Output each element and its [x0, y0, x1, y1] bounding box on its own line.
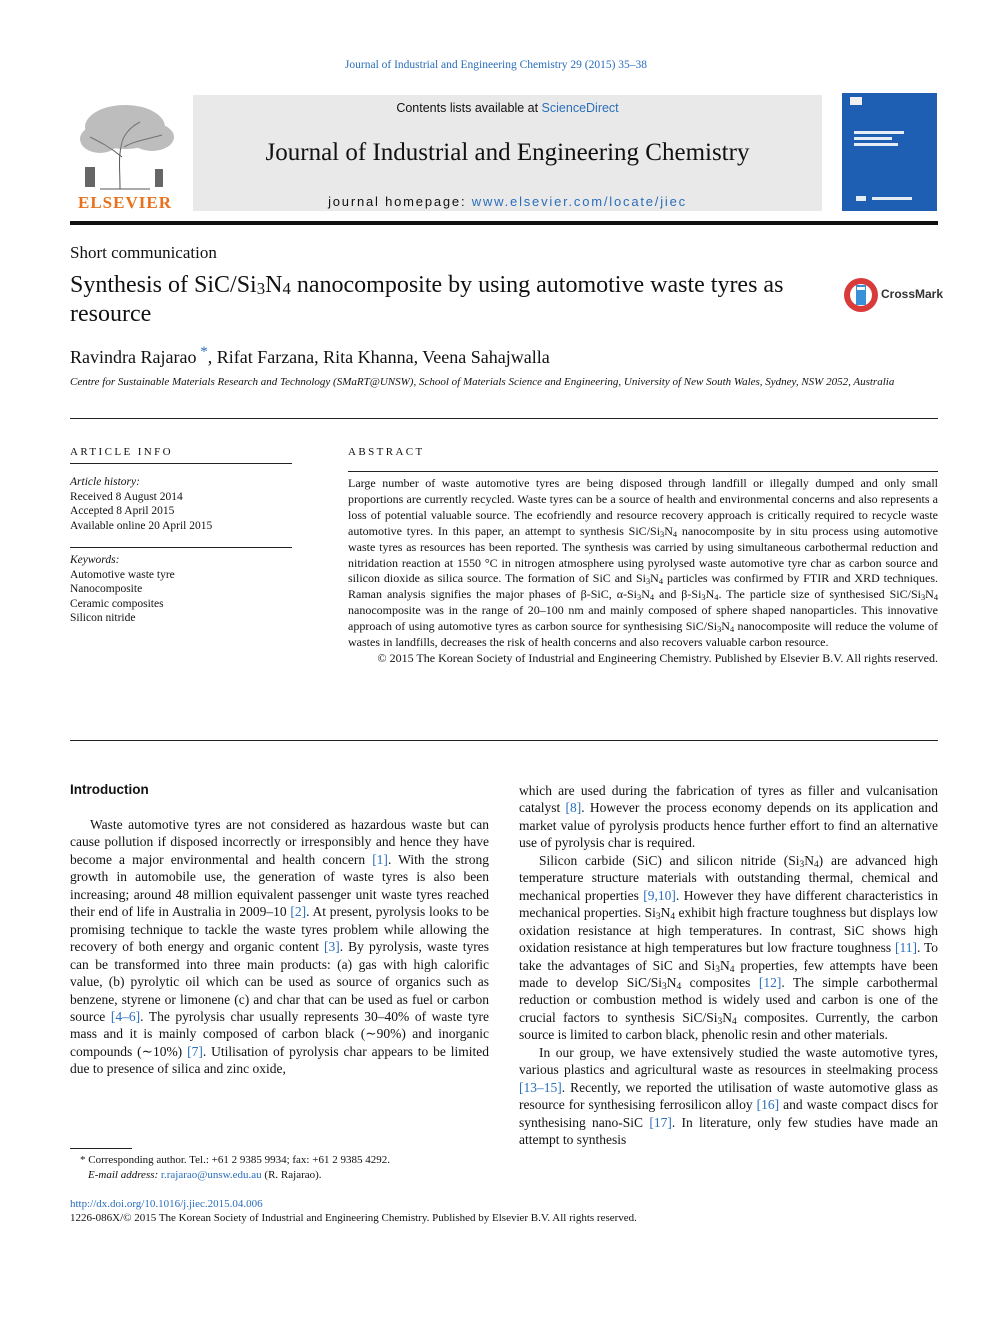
- abstract-heading: ABSTRACT: [348, 446, 425, 458]
- citation-link[interactable]: [12]: [758, 974, 782, 990]
- abstract-rule: [348, 471, 938, 472]
- homepage-link[interactable]: www.elsevier.com/locate/jiec: [471, 194, 687, 209]
- body-left-column: [70, 816, 489, 1078]
- divider: [70, 740, 938, 741]
- article-info-rule: [70, 463, 292, 464]
- crossmark-badge[interactable]: [843, 275, 944, 315]
- email-footnote: [70, 1168, 489, 1183]
- footnotes: [70, 1153, 489, 1183]
- title-sub-3: 3: [256, 279, 266, 298]
- keyword: Nanocomposite: [70, 583, 143, 595]
- history-label: Article history:: [70, 476, 140, 488]
- email-suffix: (R. Rajarao).: [261, 1169, 322, 1181]
- email-link[interactable]: r.rajarao@unsw.edu.au: [160, 1169, 262, 1181]
- citation-link[interactable]: [4–6]: [110, 1008, 141, 1024]
- keyword: Ceramic composites: [70, 597, 164, 610]
- keyword: Silicon nitride: [70, 612, 136, 624]
- header-rule: [70, 221, 938, 225]
- citation-link[interactable]: [8]: [565, 800, 582, 816]
- footnote-rule: [70, 1148, 132, 1149]
- authors: [70, 344, 550, 368]
- title-sub-4: 4: [282, 279, 291, 298]
- body-right-column: [519, 782, 938, 1149]
- citation-link[interactable]: [16]: [756, 1097, 780, 1113]
- email-label: E-mail address:: [88, 1169, 159, 1181]
- sciencedirect-link[interactable]: ScienceDirect: [541, 101, 619, 115]
- keyword: Automotive waste tyre: [70, 568, 175, 581]
- history-online: Available online 20 April 2015: [70, 519, 213, 532]
- history-accepted: Accepted 8 April 2015: [70, 505, 175, 517]
- contents-line: [193, 101, 822, 115]
- article-title: [70, 271, 830, 329]
- homepage-label: journal homepage:: [328, 194, 472, 209]
- paragraph: Silicon carbide (SiC) and silicon nitride $(Si_3N_4)$ are advanced high temperature structure materials with outstanding thermal, chemical and mechanical properties [9,10]. However they have different characteristics in mechanical properties. $Si_3N_4$ exhibit high fracture toughness but displays low oxidation resistance at high temperatures. In contrast, SiC shows high oxidation resistance at high temperatures but low fracture toughness [11]. To take the advantages of SiC and $Si_3N_4$ properties, few attempts have been made to develop SiC/$Si_3N_4$ composites [12]. The simple carbothermal reduction or combustion method is widely used and carbon is one of the crucial factors to synthesis SiC/$Si_3N_4$ composites. Currently, the carbon source is limited to carbon black, phenolic resin and other materials.: [519, 852, 939, 1043]
- issn-copyright: 1226-086X/© 2015 The Korean Society of Industrial and Engineering Chemistry. Published by Elsevier B.V. All rights reserved.: [70, 1212, 637, 1224]
- citation-link[interactable]: [1]: [372, 851, 388, 867]
- citation-link[interactable]: [11]: [894, 940, 917, 956]
- affiliation: Centre for Sustainable Materials Research and Technology (SMaRT@UNSW), School of Materials Science and Engineering, University of New South Wales, Sydney, NSW 2052, Australia: [70, 376, 895, 388]
- crossmark-label: CrossMark: [881, 287, 944, 301]
- corresponding-author-mark[interactable]: *: [196, 344, 208, 360]
- article-info-heading: ARTICLE INFO: [70, 446, 173, 458]
- article-history: [70, 475, 292, 533]
- title-part-3: nanocomposite by using automotive waste tyres as resource: [70, 272, 784, 327]
- citation-link[interactable]: [7]: [187, 1043, 203, 1059]
- citation-link[interactable]: [9,10]: [643, 887, 676, 903]
- citation-link[interactable]: [3]: [323, 939, 340, 955]
- abstract-text: Large number of waste automotive tyres are being disposed through landfill or illegally dumped and only small proportions are currently recycled. Waste tyres can be a source of health and environmental concerns and also represents a loss of potential valuable source. The ecofriendly and resource recovery approach is critically required to recycle waste automotive tyres. In this paper, an attempt to synthesis SiC/$Si_3N_4$ nanocomposite by in situ process using automotive waste tyres as resources has been reported. The synthesis was carried by using simultaneous carbothermal reduction and nitridation reaction at 1550 °C in nitrogen atmosphere using pyrolysed waste automotive tyre char as carbon source and silicon dioxide as silica source. The formation of SiC and $Si_3N_4$ particles was confirmed by FTIR and XRD techniques. Raman analysis signifies the major phases of β-SiC, $\alpha-Si_3N_4$ and $\beta-Si_3N_4$. The particle size of synthesised SiC/$Si_3N_4$ nanocomposite was in the range of 20–100 nm and mainly composed of sphere shaped nanoparticles. This innovative approach of using automotive tyres as carbon source for synthesising SiC/$Si_3N_4$ nanocomposite will reduce the volume of wastes in landfills, decreases the risk of health concerns and also recovers valuable carbon resource. © 2015 The Korean Society of Industrial and Engineering Chemistry. Published by Elsevier B.V. All rights reserved.: [348, 476, 939, 665]
- keywords-label: Keywords:: [70, 554, 120, 566]
- paragraph: which are used during the fabrication of tyres as filler and vulcanisation catalyst [8]. However the process economy depends on its application and market value of pyrolysis products hence further effort to find an alternative use of pyrolysis char is required.: [519, 783, 939, 851]
- doi-link[interactable]: http://dx.doi.org/10.1016/j.jiec.2015.04.006: [70, 1198, 263, 1210]
- authors-rest: , Rifat Farzana, Rita Khanna, Veena Sahajwalla: [207, 347, 550, 367]
- abstract-copyright: © 2015 The Korean Society of Industrial and Engineering Chemistry. Published by Elsevier B.V. All rights reserved.: [377, 650, 938, 665]
- title-part-1: Synthesis of SiC/Si: [70, 272, 257, 298]
- journal-title: Journal of Industrial and Engineering Chemistry: [265, 139, 750, 166]
- paragraph: Waste automotive tyres are not considered as hazardous waste but can cause pollution if disposed incorrectly or irresponsibly and hence they have become a major environmental and health concern [1]. With the strong growth in automobile use, the generation of waste tyres is also been increasing; around 48 million equivalent passenger unit waste tyres reached their end of life in Australia in 2009–10 [2]. At present, pyrolysis looks to be promising technique to tackle the waste tyres problem while allowing the recovery of both energy and organic content [3]. By pyrolysis, waste tyres can be transformed into three main products: (a) gas with high calorific value, (b) pyrolytic oil which can be used as source of organics such as benzene, styrene or limonene (c) and char that can be used as fuel or carbon source [4–6]. The pyrolysis char usually represents 30–40% of waste tyre mass and it is mainly composed of carbon black (∼90%) and inorganic compounds (∼10%) [7]. Utilisation of pyrolysis char appears to be limited due to presence of silica and zinc oxide,: [70, 817, 490, 1077]
- paragraph: In our group, we have extensively studied the waste automotive tyres, various plastics and agricultural waste as resources in steelmaking process [13–15]. Recently, we reported the utilisation of waste automotive glass as resource for synthesising ferrosilicon alloy [16] and waste compact discs for synthesising nano-SiC [17]. In literature, only few studies have made an attempt to synthesis: [519, 1044, 939, 1148]
- citation-link[interactable]: [2]: [290, 904, 307, 920]
- introduction-heading: Introduction: [70, 782, 149, 797]
- divider: [70, 418, 938, 419]
- citation-link[interactable]: [13–15]: [519, 1079, 562, 1095]
- corresponding-text: Corresponding author. Tel.: +61 2 9385 9934; fax: +61 2 9385 4292.: [88, 1154, 390, 1166]
- journal-homepage: [193, 194, 822, 209]
- article-type: Short communication: [70, 243, 217, 262]
- elsevier-logo-text: ELSEVIER: [78, 193, 172, 212]
- journal-reference[interactable]: Journal of Industrial and Engineering Chemistry 29 (2015) 35–38: [344, 59, 648, 71]
- citation-link[interactable]: [17]: [649, 1114, 672, 1130]
- corresponding-footnote: * Corresponding author. Tel.: +61 2 9385 9934; fax: +61 2 9385 4292.: [80, 1154, 390, 1166]
- contents-prefix: Contents lists available at: [396, 101, 542, 115]
- keywords: [70, 553, 292, 626]
- keywords-rule: [70, 547, 292, 548]
- journal-cover-image[interactable]: [842, 93, 937, 211]
- history-received: Received 8 August 2014: [70, 490, 183, 503]
- author-first: Ravindra Rajarao: [70, 347, 197, 367]
- title-part-2: N: [265, 272, 283, 298]
